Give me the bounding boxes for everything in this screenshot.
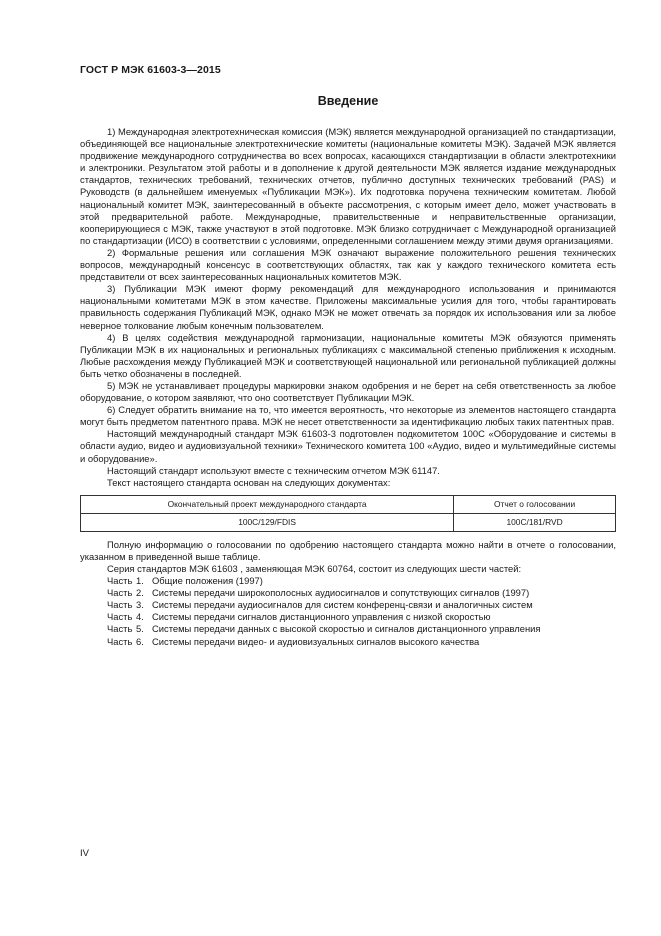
section-title: Введение [317, 94, 379, 108]
paragraph: 3) Публикации МЭК имеют форму рекомендаций для международного использования и принимаются национальными комитетами МЭК в этом качестве. Приложены максимальные усилия для того, чтобы гарантировать правильность содержания Публикаций МЭК, однако МЭК не может отвечать за порядок их использования или за любое неверное толкование любым конечным пользователем. [80, 283, 616, 331]
list-item [80, 599, 616, 611]
list-item [80, 636, 616, 648]
list-item [80, 623, 616, 635]
paragraph: 1) Международная электротехническая комиссия (МЭК) является международной организацией по стандартизации, объединяющей все национальные электротехнические комитеты (национальные комитеты МЭК). Задачей МЭК является продвижение международного сотрудничества во всех вопросах, касающихся стандартизации в области электротехники и электроники. Результатом этой работы и в дополнение к другой деятельности МЭК является издание международных стандартов, технических требований, технических отчетов, публично доступных технических требований (PAS) и Руководств (в дальнейшем именуемых «Публикации МЭК»). Их подготовка поручена техническим комитетам. Любой национальный комитет МЭК, заинтересованный в объекте рассмотрения, с которым имеет дело, может участвовать в этой предварительной работе. Международные, правительственные и неправительственные организации, кооперирующиеся с МЭК, также участвуют в этой подготовке. МЭК близко сотрудничает с Международной организацией по стандартизации (ИСО) в соответствии с условиями, определенными соглашением между этими двумя организациями. [80, 126, 617, 246]
table-cell: 100С/181/RVD [454, 513, 616, 531]
paragraph: Настоящий стандарт используют вместе с техническим отчетом МЭК 61147. [107, 464, 440, 476]
part-number: 3. [136, 599, 144, 611]
table-row [81, 513, 616, 531]
table-header-row [81, 495, 616, 513]
table-cell: 100С/129/FDIS [81, 513, 454, 531]
paragraph: Текст настоящего стандарта основан на следующих документах: [107, 476, 391, 488]
page-number: IV [80, 848, 89, 859]
part-word: Часть [107, 587, 133, 599]
part-number: 1. [136, 575, 144, 587]
paragraph: 4) В целях содействия международной гармонизации, национальные комитеты МЭК обязуются применять Публикации МЭК в их национальных и региональных публикациях с максимальной степенью приближения к исходным. Любые расхождения между Публикацией МЭК и соответствующей национальной или региональной публикацией должны быть четко обозначены в последней. [80, 331, 616, 379]
part-title: Общие положения (1997) [152, 575, 263, 587]
part-word: Часть [107, 575, 133, 587]
document-body [80, 126, 616, 648]
part-word: Часть [107, 599, 133, 611]
paragraph: Серия стандартов МЭК 61603 , заменяющая МЭК 60764, состоит из следующих шести частей: [107, 563, 522, 574]
part-title: Системы передачи аудиосигналов для систем конференц-связи и аналогичных систем [152, 599, 533, 611]
part-title: Системы передачи видео- и аудиовизуальных сигналов высокого качества [152, 635, 480, 647]
part-word: Часть [107, 635, 133, 647]
paragraph: 5) МЭК не устанавливает процедуры маркировки знаком одобрения и не берет на себя ответственность за любое оборудование, о котором заявляют, что оно соответствует Публикации МЭК. [80, 379, 616, 404]
part-number: 2. [136, 587, 144, 599]
part-title: Системы передачи данных с высокой скоростью и сигналов дистанционного управления [152, 623, 541, 635]
part-title: Системы передачи широкополосных аудиосигналов и сопутствующих сигналов (1997) [152, 587, 530, 599]
list-item [80, 587, 616, 599]
paragraph: 2) Формальные решения или соглашения МЭК означают выражение положительного решения технических вопросов, международный консенсус в соответствующих областях, так как у каждого технического комитета есть представители от всех заинтересованных национальных комитетов МЭК. [80, 246, 616, 283]
part-number: 5. [136, 623, 144, 635]
voting-documents-table [80, 495, 616, 532]
part-title: Системы передачи сигналов дистанционного управления с низкой скоростью [152, 611, 491, 623]
part-word: Часть [107, 623, 133, 635]
part-number: 6. [136, 635, 144, 647]
parts-list [80, 575, 616, 648]
list-item [80, 611, 616, 623]
document-header: ГОСТ Р МЭК 61603-3—2015 [80, 64, 221, 76]
paragraph: 6) Следует обратить внимание на то, что имеется вероятность, что некоторые из элементов настоящего стандарта могут быть предметом патентного права. МЭК не несет ответственности за идентификацию любых таких патентных прав. [80, 404, 616, 428]
part-word: Часть [107, 611, 133, 623]
table-header-cell: Окончательный проект международного стандарта [81, 495, 454, 513]
table-header-cell: Отчет о голосовании [454, 495, 616, 513]
list-item [80, 575, 616, 587]
paragraph: Настоящий международный стандарт МЭК 61603-3 подготовлен подкомитетом 100С «Оборудование и системы в области аудио, видео и аудиовизуальной техники» Технического комитета 100 «Аудио, видео и мультимедийные системы и оборудование». [80, 428, 616, 464]
part-number: 4. [136, 611, 144, 623]
paragraph: Полную информацию о голосовании по одобрению настоящего стандарта можно найти в отчете о голосовании, указанном в приведенной выше таблице. [80, 538, 616, 562]
